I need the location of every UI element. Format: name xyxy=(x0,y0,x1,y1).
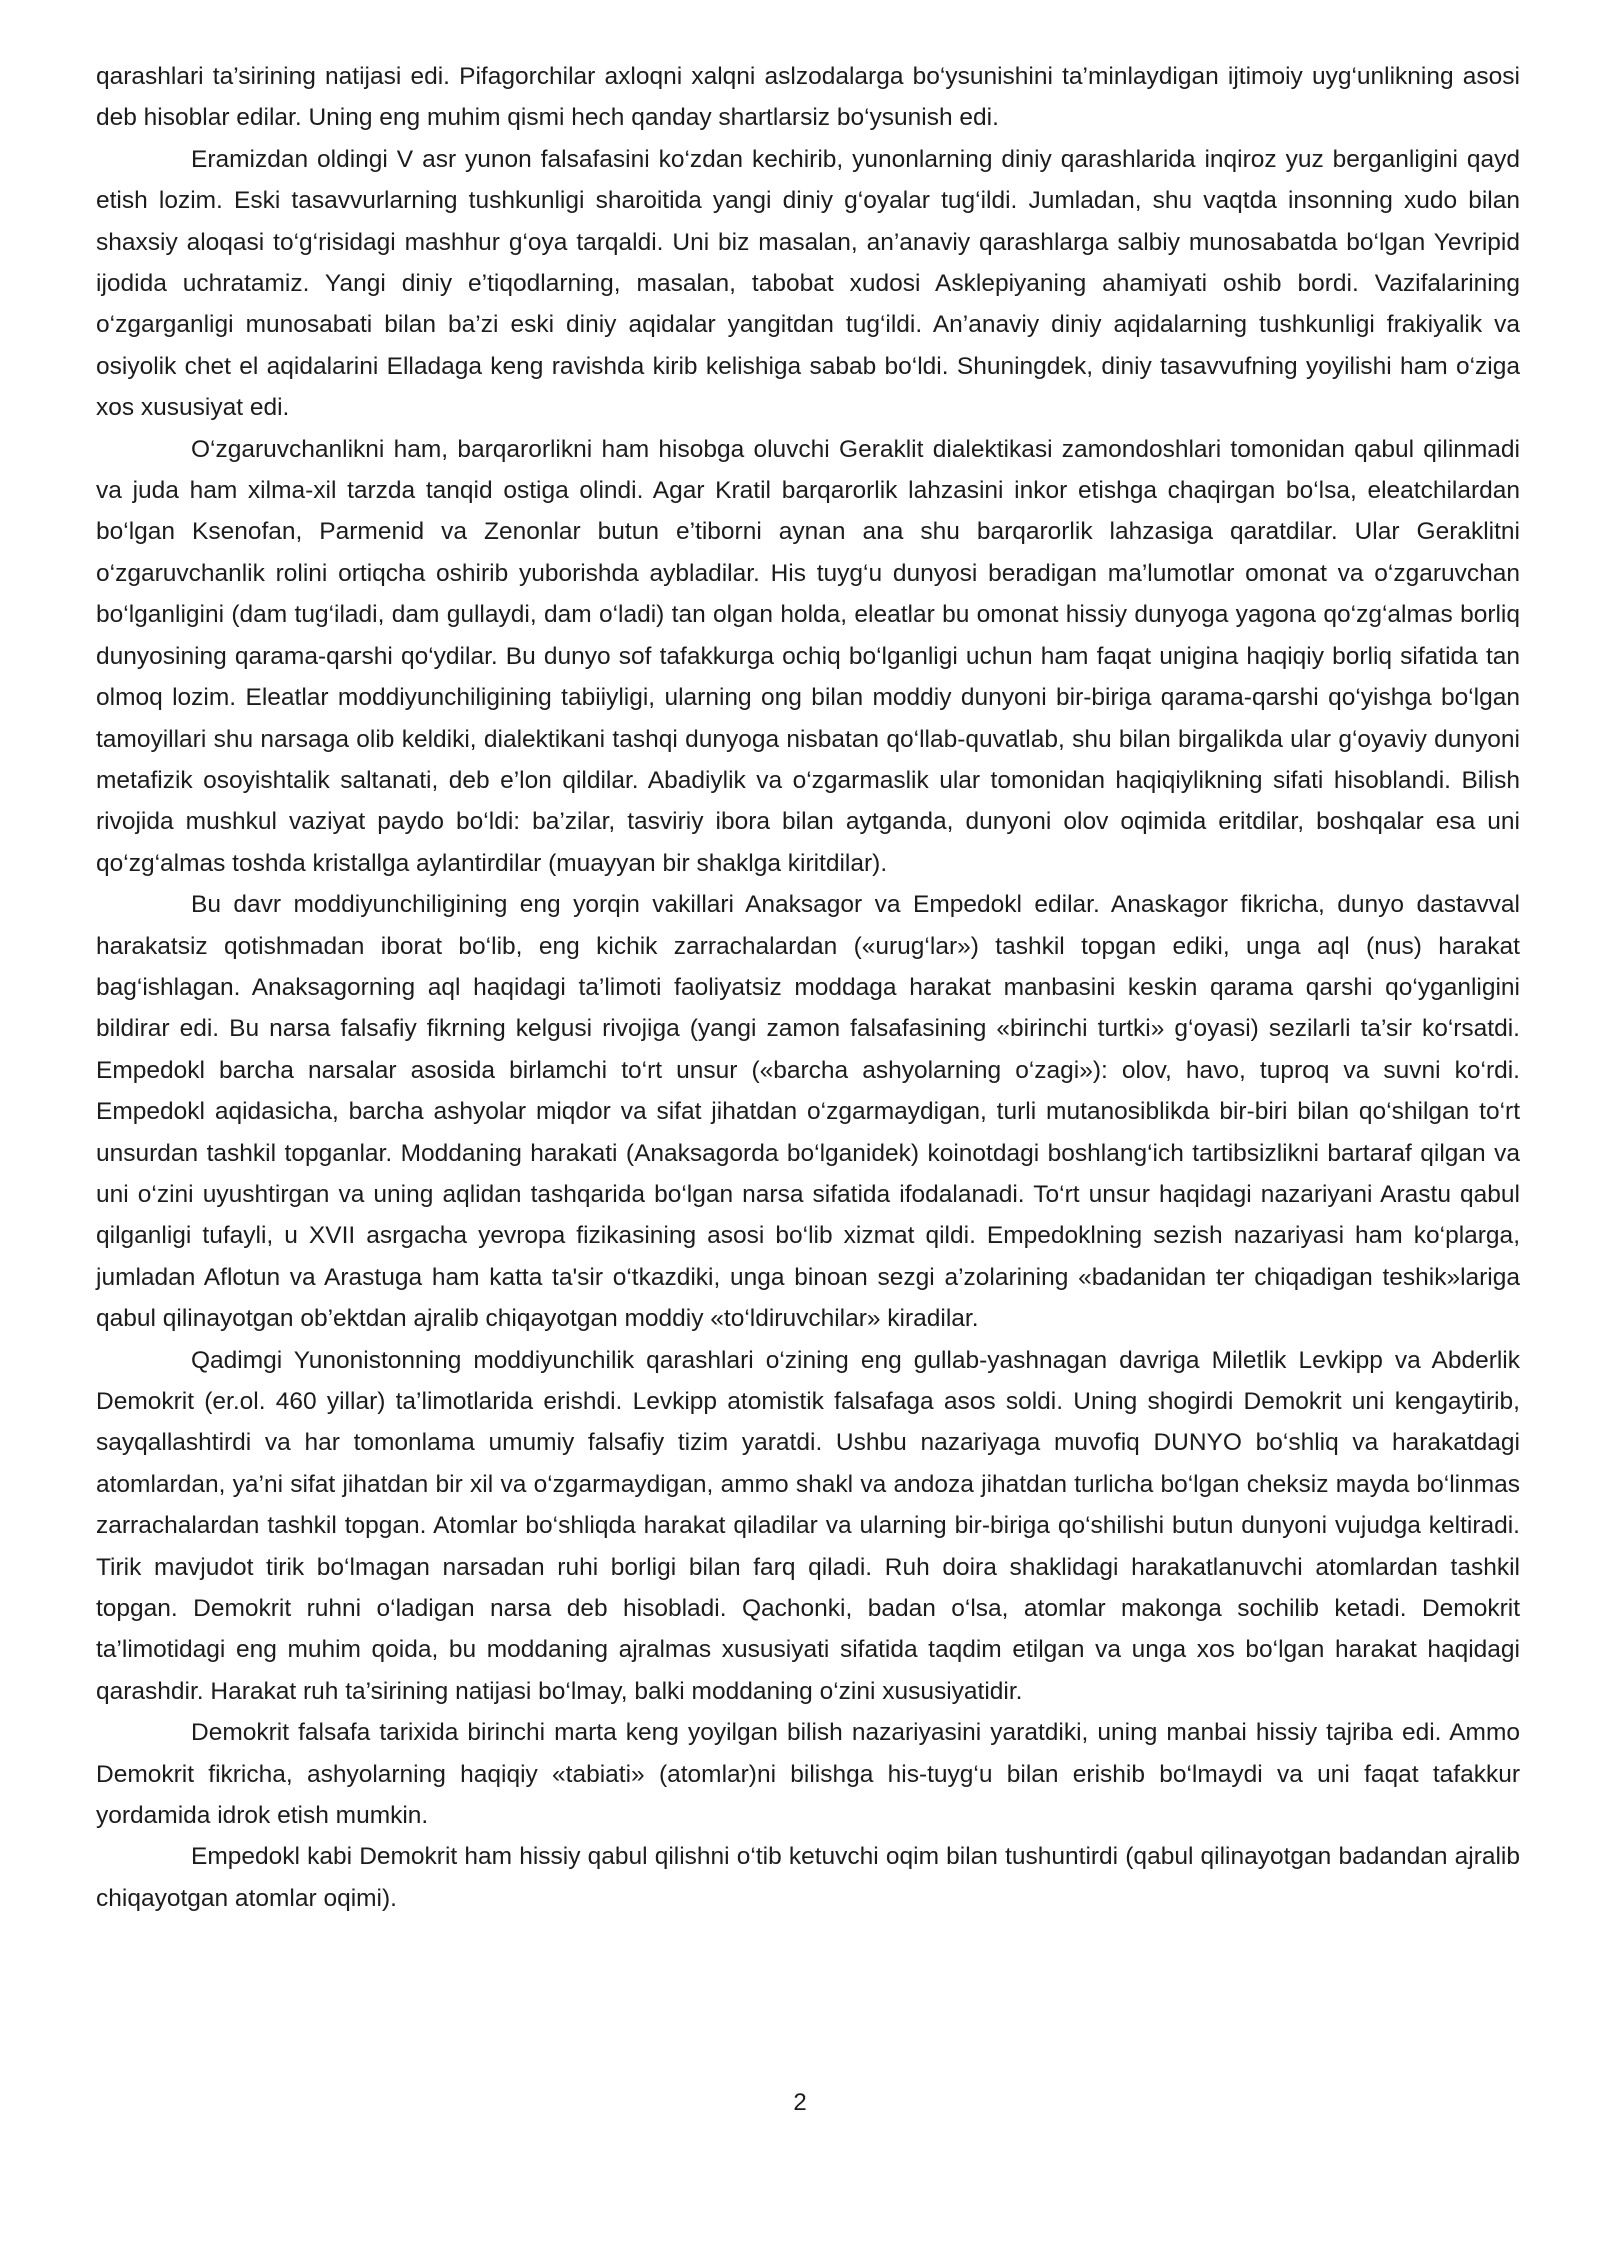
body-text xyxy=(96,56,1520,1919)
paragraph-6: Demokrit falsafa tarixida birinchi marta keng yoyilgan bilish nazariyasini yaratdiki, uning manbai hissiy tajriba edi. Ammo Demokrit fikricha, ashyolarning haqiqiy «tabiati» (atomlar)ni bilishga his-tuyg‘u bilan erishib bo‘lmaydi va uni faqat tafakkur yordamida idrok etish mumkin. xyxy=(96,1719,1520,1830)
paragraph-1: qarashlari ta’sirining natijasi edi. Pifagorchilar axloqni xalqni aslzodalarga bo‘ysunishini ta’minlaydigan ijtimoiy uyg‘unlikning asosi deb hisoblar edilar. Uning eng muhim qismi hech qanday shartlarsiz bo‘ysunish edi. xyxy=(96,63,1520,132)
paragraph-7: Empedokl kabi Demokrit ham hissiy qabul qilishni o‘tib ketuvchi oqim bilan tushuntirdi (qabul qilinayotgan badandan ajralib chiqayotgan atomlar oqimi). xyxy=(96,1843,1520,1912)
paragraph-4: Bu davr moddiyunchiligining eng yorqin vakillari Anaksagor va Empedokl edilar. Anaskagor fikricha, dunyo dastavval harakatsiz qotishmadan iborat bo‘lib, eng kichik zarrachalardan («urug‘lar») tashkil topgan ediki, unga aql (nus) harakat bag‘ishlagan. Anaksagorning aql haqidagi ta’limoti faoliyatsiz moddaga harakat manbasini keskin qarama qarshi qo‘yganligini bildirar edi. Bu narsa falsafiy fikrning kelgusi rivojiga (yangi zamon falsafasining «birinchi turtki» g‘oyasi) sezilarli ta’sir ko‘rsatdi. Empedokl barcha narsalar asosida birlamchi to‘rt unsur («barcha ashyolarning o‘zagi»): olov, havo, tuproq va suvni ko‘rdi. Empedokl aqidasicha, barcha ashyolar miqdor va sifat jihatdan o‘zgarmaydigan, turli mutanosiblikda bir-biri bilan qo‘shilgan to‘rt unsurdan tashkil topganlar. Moddaning harakati (Anaksagorda bo‘lganidek) koinotdagi boshlang‘ich tartibsizlikni bartaraf qilgan va uni o‘zini uyushtirgan va uning aqlidan tashqarida bo‘lgan narsa sifatida ifodalanadi. To‘rt unsur haqidagi nazariyani Arastu qabul qilganligi tufayli, u XVII asrgacha yevropa fizikasining asosi bo‘lib xizmat qildi. Empedoklning sezish nazariyasi ham ko‘plarga, jumladan Aflotun va Arastuga ham katta ta'sir o‘tkazdiki, unga binoan sezgi a’zolarining «badanidan ter chiqadigan teshik»lariga qabul qilinayotgan ob’ektdan ajralib chiqayotgan moddiy «to‘ldiruvchilar» kiradilar. xyxy=(96,891,1520,1333)
page-number: 2 xyxy=(793,2089,807,2116)
paragraph-5: Qadimgi Yunonistonning moddiyunchilik qarashlari o‘zining eng gullab-yashnagan davriga Miletlik Levkipp va Abderlik Demokrit (er.ol. 460 yillar) ta’limotlarida erishdi. Levkipp atomistik falsafaga asos soldi. Uning shogirdi Demokrit uni kengaytirib, sayqallashtirdi va har tomonlama umumiy falsafiy tizim yaratdi. Ushbu nazariyaga muvofiq DUNYO bo‘shliq va harakatdagi atomlardan, ya’ni sifat jihatdan bir xil va o‘zgarmaydigan, ammo shakl va andoza jihatdan turlicha bo‘lgan cheksiz mayda bo‘linmas zarrachalardan tashkil topgan. Atomlar bo‘shliqda harakat qiladilar va ularning bir-biriga qo‘shilishi butun dunyoni vujudga keltiradi. Tirik mavjudot tirik bo‘lmagan narsadan ruhi borligi bilan farq qiladi. Ruh doira shaklidagi harakatlanuvchi atomlardan tashkil topgan. Demokrit ruhni o‘ladigan narsa deb hisobladi. Qachonki, badan o‘lsa, atomlar makonga sochilib ketadi. Demokrit ta’limotidagi eng muhim qoida, bu moddaning ajralmas xususiyati sifatida taqdim etilgan va unga xos bo‘lgan harakat haqidagi qarashdir. Harakat ruh ta’sirining natijasi bo‘lmay, balki moddaning o‘zini xususiyatidir. xyxy=(96,1346,1520,1705)
paragraph-3: O‘zgaruvchanlikni ham, barqarorlikni ham hisobga oluvchi Geraklit dialektikasi zamondoshlari tomonidan qabul qilinmadi va juda ham xilma-xil tarzda tanqid ostiga olindi. Agar Kratil barqarorlik lahzasini inkor etishga chaqirgan bo‘lsa, eleatchilardan bo‘lgan Ksenofan, Parmenid va Zenonlar butun e’tiborni aynan ana shu barqarorlik lahzasiga qaratdilar. Ular Geraklitni o‘zgaruvchanlik rolini ortiqcha oshirib yuborishda aybladilar. His tuyg‘u dunyosi beradigan ma’lumotlar omonat va o‘zgaruvchan bo‘lganligini (dam tug‘iladi, dam gullaydi, dam o‘ladi) tan olgan holda, eleatlar bu omonat hissiy dunyoga yagona qo‘zg‘almas borliq dunyosining qarama-qarshi qo‘ydilar. Bu dunyo sof tafakkurga ochiq bo‘lganligi uchun ham faqat unigina haqiqiy borliq sifatida tan olmoq lozim. Eleatlar moddiyunchiligining tabiiyligi, ularning ong bilan moddiy dunyoni bir-biriga qarama-qarshi qo‘yishga bo‘lgan tamoyillari shu narsaga olib keldiki, dialektikani tashqi dunyoga nisbatan qo‘llab-quvatlab, shu bilan birgalikda ular g‘oyaviy dunyoni metafizik osoyishtalik saltanati, deb e’lon qildilar. Abadiylik va o‘zgarmaslik ular tomonidan haqiqiylikning sifati hisoblandi. Bilish rivojida mushkul vaziyat paydo bo‘ldi: ba’zilar, tasviriy ibora bilan aytganda, dunyoni olov oqimida eritdilar, boshqalar esa uni qo‘zg‘almas toshda kristallga aylantirdilar (muayyan bir shaklga kiritdilar). xyxy=(96,435,1520,877)
paragraph-2: Eramizdan oldingi V asr yunon falsafasini ko‘zdan kechirib, yunonlarning diniy qarashlarida inqiroz yuz berganligini qayd etish lozim. Eski tasavvurlarning tushkunligi sharoitida yangi diniy g‘oyalar tug‘ildi. Jumladan, shu vaqtda insonning xudo bilan shaxsiy aloqasi to‘g‘risidagi mashhur g‘oya tarqaldi. Uni biz masalan, an’anaviy qarashlarga salbiy munosabatda bo‘lgan Yevripid ijodida uchratamiz. Yangi diniy e’tiqodlarning, masalan, tabobat xudosi Asklepiyaning ahamiyati oshib bordi. Vazifalarining o‘zgarganligi munosabati bilan ba’zi eski diniy aqidalar yangitdan tug‘ildi. An’anaviy diniy aqidalarning tushkunligi frakiyalik va osiyolik chet el aqidalarini Elladaga keng ravishda kirib kelishiga sabab bo‘ldi. Shuningdek, diniy tasavvufning yoyilishi ham o‘ziga xos xususiyat edi. xyxy=(96,145,1520,422)
